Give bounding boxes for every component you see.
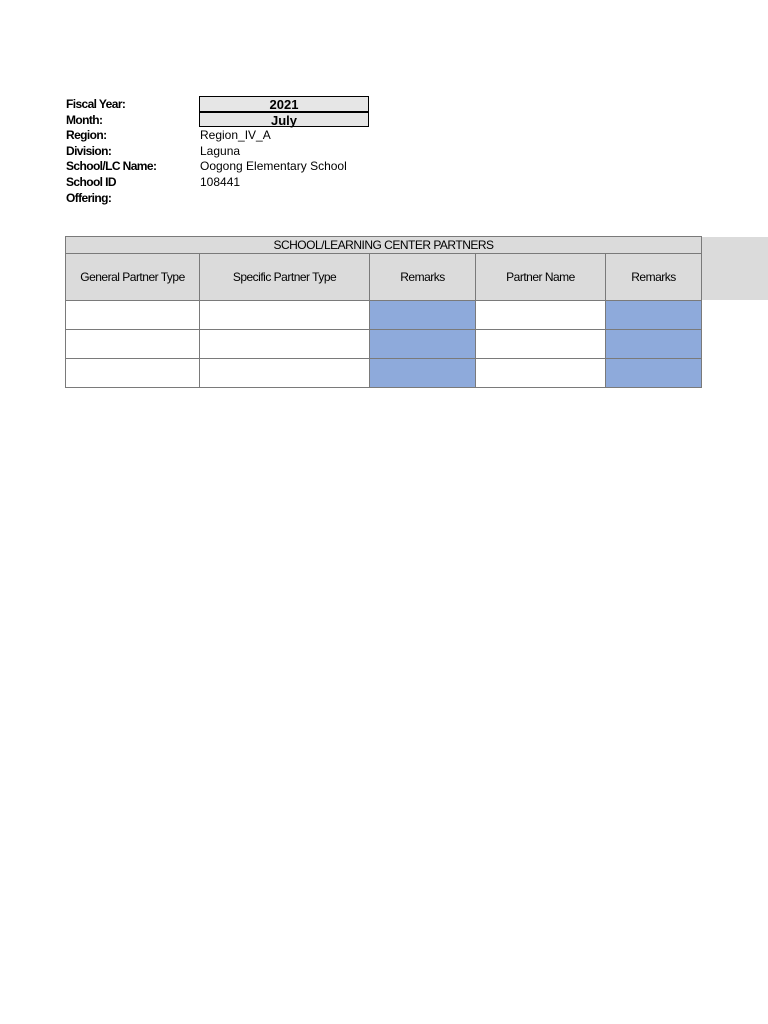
division-value: Laguna [200,143,241,158]
table-title: SCHOOL/LEARNING CENTER PARTNERS [66,237,702,254]
column-header-specific-partner-type: Specific Partner Type [200,254,370,301]
table-title-row [66,237,702,254]
remarks-2-cell[interactable] [606,330,702,359]
partners-table [65,236,702,388]
column-header-partner-name: Partner Name [476,254,606,301]
division-label: Division: [66,143,112,158]
region-label: Region: [66,128,107,143]
school-name-value: Oogong Elementary School [200,159,347,174]
column-header-remarks: Remarks [370,254,476,301]
general-partner-type-cell[interactable] [66,301,200,330]
fiscal-year-label: Fiscal Year: [66,97,126,111]
column-header-remarks-2: Remarks [606,254,702,301]
offering-label: Offering: [66,190,112,205]
remarks-2-cell[interactable] [606,301,702,330]
region-value: Region_IV_A [200,128,271,143]
table-row [66,301,702,330]
table-row [66,330,702,359]
school-id-label: School ID [66,174,116,189]
table-header-row [66,254,702,301]
school-name-label: School/LC Name: [66,159,157,174]
table-row [66,359,702,388]
school-id-value: 108441 [200,174,241,189]
month-label: Month: [66,112,103,127]
partner-name-cell[interactable] [476,330,606,359]
general-partner-type-cell[interactable] [66,359,200,388]
specific-partner-type-cell[interactable] [200,330,370,359]
remarks-cell[interactable] [370,330,476,359]
remarks-cell[interactable] [370,301,476,330]
specific-partner-type-cell[interactable] [200,301,370,330]
remarks-cell[interactable] [370,359,476,388]
header-overflow-fill [700,237,768,300]
general-partner-type-cell[interactable] [66,330,200,359]
fiscal-year-value[interactable]: 2021 [199,96,369,112]
partner-name-cell[interactable] [476,359,606,388]
specific-partner-type-cell[interactable] [200,359,370,388]
month-value[interactable]: July [199,112,369,127]
column-header-general-partner-type: General Partner Type [66,254,200,301]
partner-name-cell[interactable] [476,301,606,330]
remarks-2-cell[interactable] [606,359,702,388]
